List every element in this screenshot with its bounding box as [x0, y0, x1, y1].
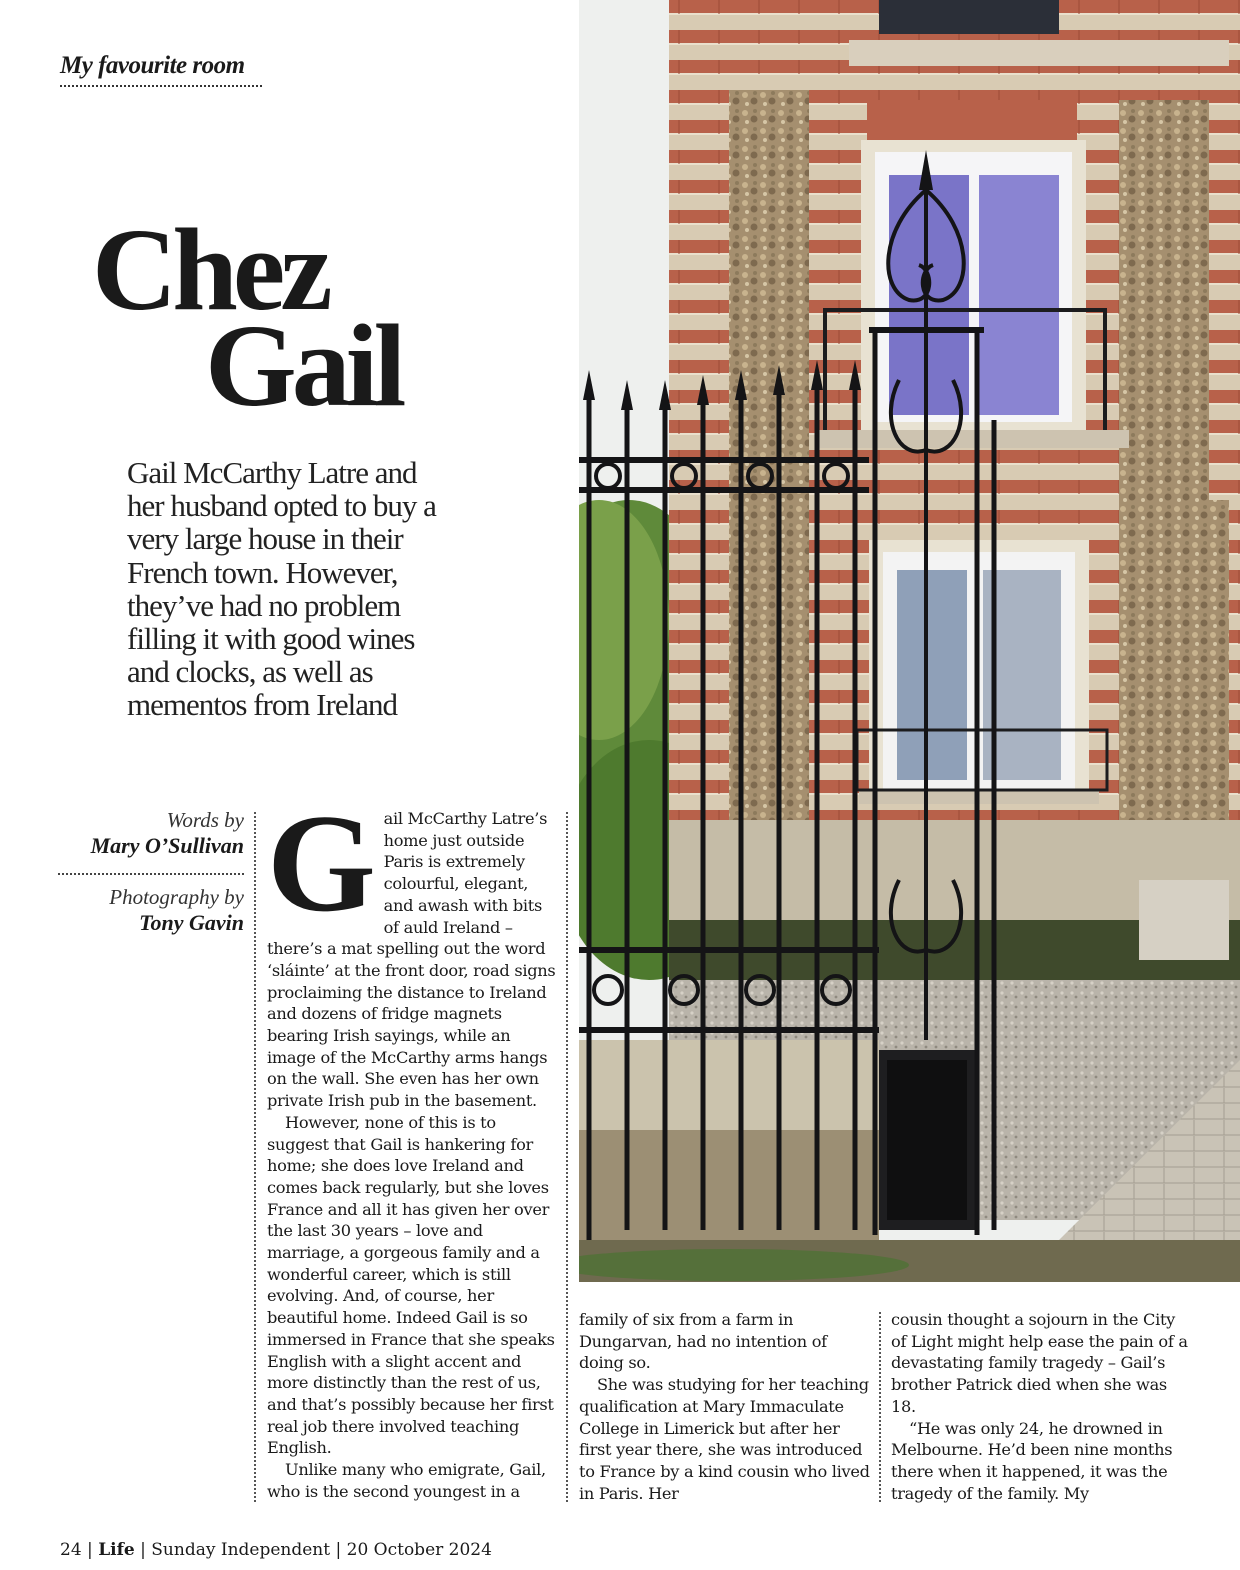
footer-separator: |: [140, 1540, 146, 1560]
house-gate-photo: [579, 0, 1240, 1282]
headline-line-1: Chez: [92, 204, 328, 335]
column-rule-3: [879, 1312, 881, 1502]
article-paragraph: “He was only 24, he drowned in Melbourne. He’d been nine months there when it happened, it was the tragedy of the family. My: [891, 1418, 1173, 1503]
column-rule-1: [254, 812, 256, 1502]
photographer-name: Tony Gavin: [139, 910, 244, 935]
article-column-3: [891, 1309, 1191, 1504]
page-footer: [60, 1540, 660, 1560]
byline: [58, 808, 244, 936]
article-column-2: [579, 1309, 871, 1504]
photography-by-label: Photography by: [109, 885, 244, 909]
article-column-1: [267, 786, 559, 1503]
footer-separator: |: [87, 1540, 93, 1560]
page-number: 24: [60, 1540, 82, 1560]
article-paragraph: She was studying for her teaching qualification at Mary Immaculate College in Limerick but after her first year there, she was introduced to France by a kind cousin who lived in Paris. Her: [579, 1375, 870, 1503]
headline: [92, 204, 472, 431]
standfirst: Gail McCarthy Latre and her husband opted to buy a very large house in their French town. However, they’ve had no problem filling it with good wines and clocks, as well as mementos from Ireland: [127, 455, 436, 723]
article-paragraph: cousin thought a sojourn in the City of Light might help ease the pain of a devastating family tragedy – Gail’s brother Patrick died when she was 18.: [891, 1310, 1188, 1416]
article-paragraph: However, none of this is to suggest that Gail is hankering for home; she does love Ireland and comes back regularly, but she loves France and all it has given her over the last 30 years – love and marriage, a gorgeous family and a wonderful career, which is still evolving. And, of course, her beautiful home. Indeed Gail is so immersed in France that she speaks English with a slight accent and more distinctly than the rest of us, and that’s possibly because her first real job there involved teaching English.: [267, 1112, 555, 1458]
section-label: My favourite room: [60, 52, 262, 87]
article-paragraph: ail McCarthy Latre’s home just outside Paris is extremely colourful, elegant, and awash with bits of auld Ireland – there’s a mat spelling out the word ‘sláinte’ at the front door, road signs proclaiming the distance to Ireland and dozens of fridge magnets bearing Irish sayings, while an image of the McCarthy arms hangs on the wall. She even has her own private Irish pub in the basement.: [267, 809, 556, 1111]
headline-line-2: Gail: [205, 300, 402, 431]
magazine-name: Life: [98, 1540, 135, 1560]
words-by-label: Words by: [166, 808, 244, 832]
column-rule-2: [566, 812, 568, 1502]
issue-date: 20 October 2024: [346, 1540, 492, 1560]
publication-name: Sunday Independent: [151, 1540, 331, 1560]
drop-cap: G: [267, 786, 376, 941]
author-name: Mary O’Sullivan: [90, 833, 244, 858]
footer-separator: |: [335, 1540, 342, 1560]
article-paragraph: Unlike many who emigrate, Gail, who is the second youngest in a: [267, 1460, 546, 1501]
credit-divider: [58, 873, 244, 875]
article-paragraph: family of six from a farm in Dungarvan, had no intention of doing so.: [579, 1310, 827, 1373]
